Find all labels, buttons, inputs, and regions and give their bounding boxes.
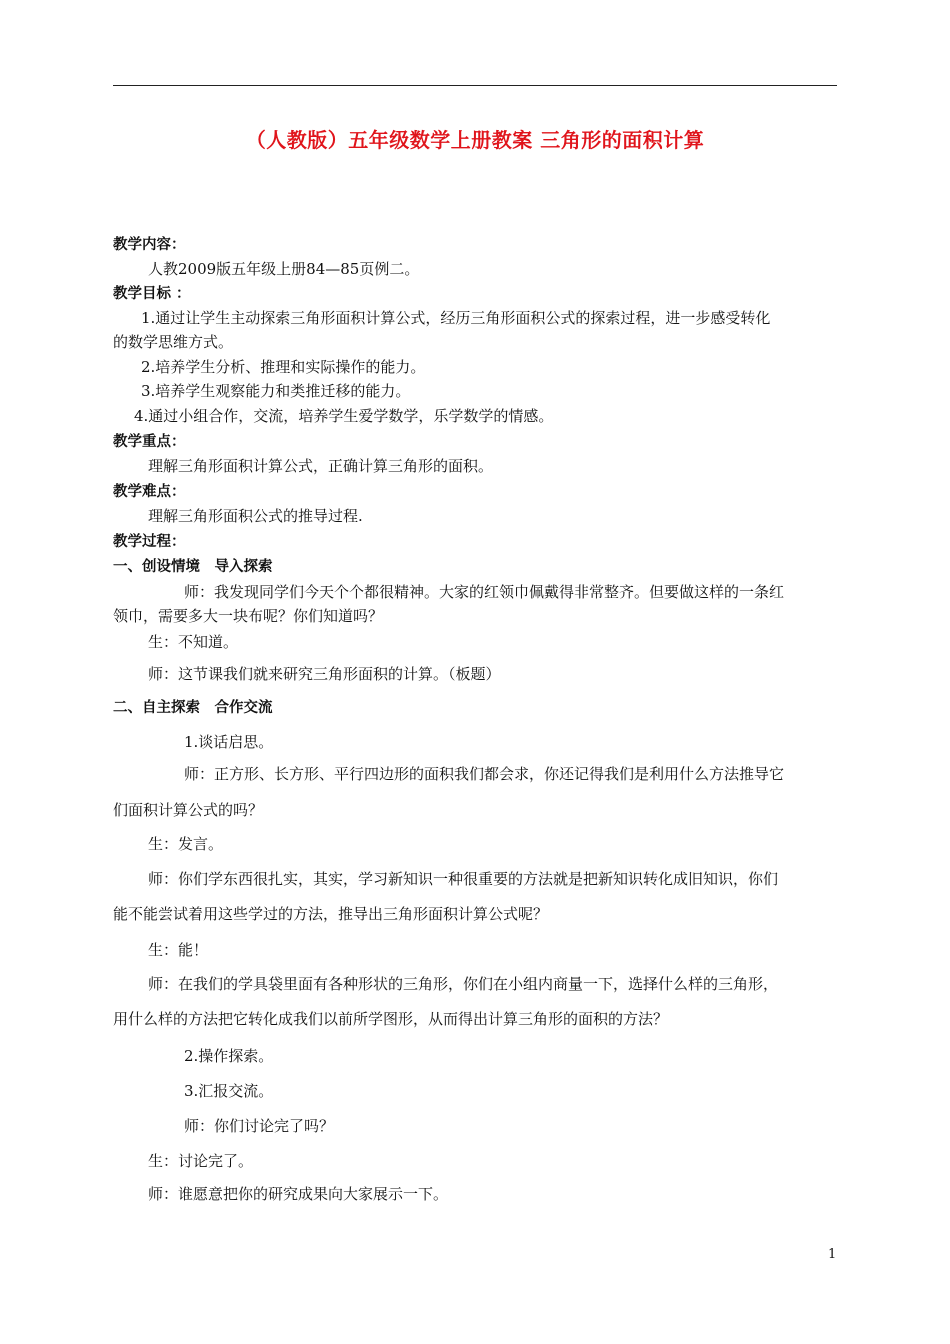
body-line: 师：我发现同学们今天个个都很精神。大家的红领巾佩戴得非常整齐。但要做这样的一条红	[184, 583, 785, 601]
body-line: 师：你们讨论完了吗？	[184, 1117, 335, 1135]
body-line: 2.培养学生分析、推理和实际操作的能力。	[141, 358, 426, 376]
body-line: 领巾，需要多大一块布呢？你们知道吗？	[113, 607, 384, 625]
body-line: 生：讨论完了。	[148, 1152, 254, 1170]
body-line: 的数学思维方式。	[113, 333, 234, 351]
body-line: 理解三角形面积计算公式，正确计算三角形的面积。	[148, 457, 494, 475]
body-line: 1.通过让学生主动探索三角形面积计算公式，经历三角形面积公式的探索过程，进一步感受转化	[141, 309, 771, 327]
document-title: （人教版）五年级数学上册教案 三角形的面积计算	[245, 128, 705, 152]
body-line: 师：谁愿意把你的研究成果向大家展示一下。	[148, 1185, 449, 1203]
body-line: 师：这节课我们就来研究三角形面积的计算。（板题）	[148, 665, 501, 683]
body-line: 1.谈话启思。	[184, 733, 274, 751]
header-rule	[113, 85, 837, 86]
section-heading: 教学重点：	[113, 434, 186, 450]
body-line: 2.操作探索。	[184, 1047, 274, 1065]
section-heading: 教学内容：	[113, 237, 186, 253]
page-number: 1	[828, 1247, 837, 1262]
body-line: 师：在我们的学具袋里面有各种形状的三角形，你们在小组内商量一下，选择什么样的三角形，	[148, 975, 779, 993]
body-line: 师：你们学东西很扎实，其实，学习新知识一种很重要的方法就是把新知识转化成旧知识，你们	[148, 870, 779, 888]
body-line: 3.汇报交流。	[184, 1082, 274, 1100]
body-line: 能不能尝试着用这些学过的方法，推导出三角形面积计算公式呢？	[113, 905, 549, 923]
body-line: 师：正方形、长方形、平行四边形的面积我们都会求，你还记得我们是利用什么方法推导它	[184, 765, 785, 783]
body-line: 生：不知道。	[148, 633, 239, 651]
section-heading: 教学过程：	[113, 534, 186, 550]
section-heading: 教学难点：	[113, 484, 186, 500]
section-heading: 教学目标 ：	[113, 286, 191, 302]
body-line: 们面积计算公式的吗？	[113, 801, 264, 819]
body-line: 人教2009版五年级上册84—85页例二。	[148, 260, 420, 278]
body-line: 理解三角形面积公式的推导过程.	[148, 507, 363, 525]
body-line: 4.通过小组合作，交流，培养学生爱学数学，乐学数学的情感。	[134, 407, 554, 425]
body-line: 3.培养学生观察能力和类推迁移的能力。	[141, 382, 411, 400]
section-heading: 二、自主探索 合作交流	[113, 700, 273, 716]
body-line: 生：发言。	[148, 835, 224, 853]
body-line: 用什么样的方法把它转化成我们以前所学图形，从而得出计算三角形的面积的方法？	[113, 1010, 669, 1028]
section-heading: 一、创设情境 导入探索	[113, 559, 273, 575]
body-line: 生：能！	[148, 941, 209, 959]
